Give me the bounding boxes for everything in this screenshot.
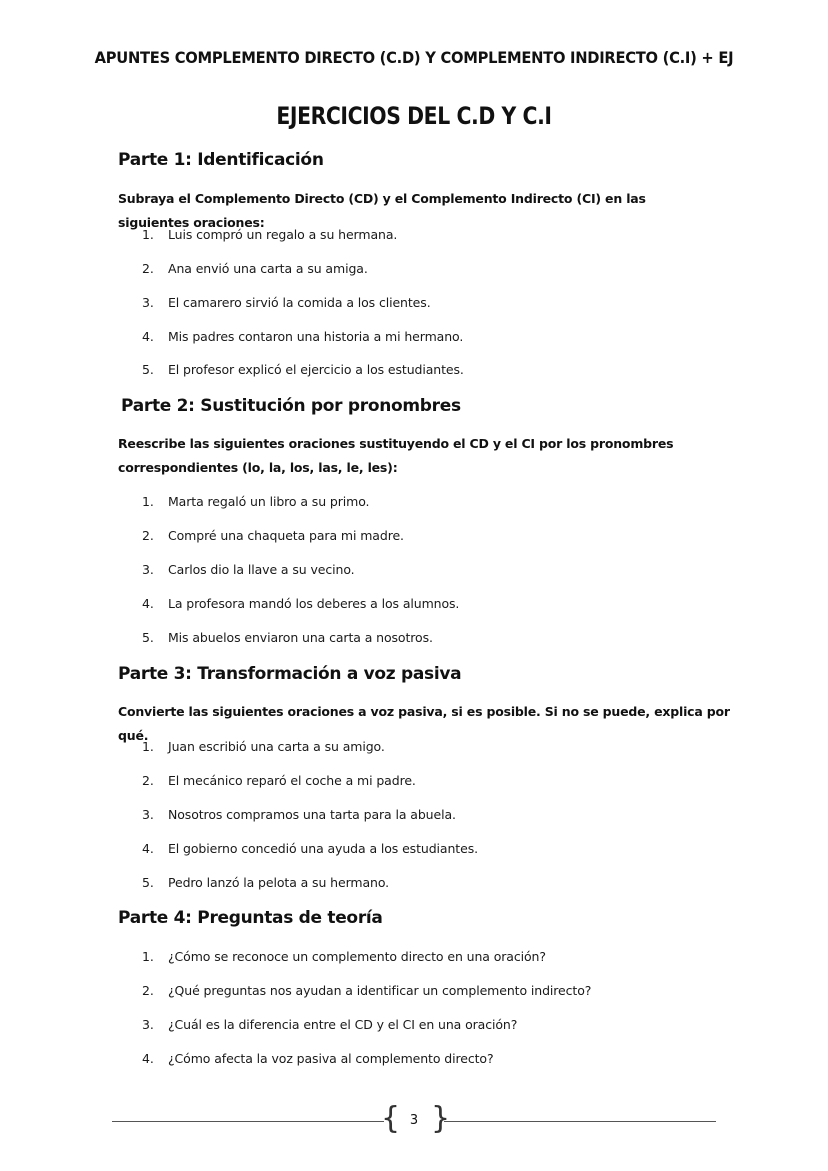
document-header: APUNTES COMPLEMENTO DIRECTO (C.D) Y COMPLEMENTO INDIRECTO (C.I) + EJ [94, 48, 734, 67]
list-item [142, 362, 464, 377]
item-number: 3. [142, 562, 154, 577]
list-item [142, 841, 478, 856]
item-number: 2. [142, 528, 154, 543]
part-3-heading: Parte 3: Transformación a voz pasiva [118, 664, 462, 684]
item-number: 4. [142, 841, 154, 856]
footer-rule-left [112, 1121, 384, 1122]
item-text: El mecánico reparó el coche a mi padre. [168, 773, 416, 788]
item-number: 3. [142, 807, 154, 822]
list-item [142, 1051, 494, 1066]
list-item [142, 630, 433, 645]
item-text: ¿Qué preguntas nos ayudan a identificar un complemento indirecto? [168, 983, 592, 998]
item-number: 5. [142, 875, 154, 890]
part-1-heading: Parte 1: Identificación [118, 150, 324, 170]
item-text: El camarero sirvió la comida a los clientes. [168, 295, 431, 310]
item-text: El gobierno concedió una ayuda a los estudiantes. [168, 841, 478, 856]
part-3-instruction: Convierte las siguientes oraciones a voz pasiva, si es posible. Si no se puede, explica por qué. [118, 704, 730, 743]
list-item [142, 1017, 517, 1032]
list-item [142, 739, 385, 754]
item-text: ¿Cuál es la diferencia entre el CD y el CI en una oración? [168, 1017, 518, 1032]
item-number: 4. [142, 329, 154, 344]
item-number: 1. [142, 739, 154, 754]
item-number: 4. [142, 596, 154, 611]
item-text: Pedro lanzó la pelota a su hermano. [168, 875, 390, 890]
item-number: 2. [142, 261, 154, 276]
left-brace-ornament: { [381, 1101, 401, 1136]
part-2-instruction: Reescribe las siguientes oraciones sustituyendo el CD y el CI por los pronombres correspondientes (lo, la, los, las, le, les): [118, 436, 674, 475]
list-item [142, 261, 368, 276]
list-item [142, 983, 591, 998]
list-item [142, 562, 355, 577]
item-number: 3. [142, 295, 154, 310]
item-text: Ana envió una carta a su amiga. [168, 261, 368, 276]
item-number: 3. [142, 1017, 154, 1032]
item-text: Mis padres contaron una historia a mi hermano. [168, 329, 464, 344]
list-item [142, 528, 404, 543]
list-item [142, 807, 456, 822]
item-number: 1. [142, 949, 154, 964]
item-number: 1. [142, 494, 154, 509]
item-text: Carlos dio la llave a su vecino. [168, 562, 355, 577]
list-item [142, 596, 459, 611]
item-text: Nosotros compramos una tarta para la abuela. [168, 807, 456, 822]
item-text: Marta regaló un libro a su primo. [168, 494, 370, 509]
part-4-heading: Parte 4: Preguntas de teoría [118, 908, 383, 928]
right-brace-ornament: } [431, 1101, 451, 1136]
item-number: 4. [142, 1051, 154, 1066]
item-text: El profesor explicó el ejercicio a los estudiantes. [168, 362, 464, 377]
footer-rule-right [444, 1121, 716, 1122]
item-number: 5. [142, 630, 154, 645]
item-text: Compré una chaqueta para mi madre. [168, 528, 404, 543]
page-number: 3 [409, 1113, 419, 1128]
item-number: 2. [142, 983, 154, 998]
item-text: Juan escribió una carta a su amigo. [168, 739, 385, 754]
part-2-heading: Parte 2: Sustitución por pronombres [121, 396, 461, 416]
list-item [142, 227, 397, 242]
item-number: 5. [142, 362, 154, 377]
list-item [142, 494, 369, 509]
part-1-instruction: Subraya el Complemento Directo (CD) y el Complemento Indirecto (CI) en las siguientes oraciones: [118, 191, 646, 230]
item-text: La profesora mandó los deberes a los alumnos. [168, 596, 460, 611]
item-text: ¿Cómo se reconoce un complemento directo en una oración? [168, 949, 546, 964]
list-item [142, 949, 546, 964]
item-text: ¿Cómo afecta la voz pasiva al complemento directo? [168, 1051, 494, 1066]
item-text: Luis compró un regalo a su hermana. [168, 227, 398, 242]
list-item [142, 773, 416, 788]
list-item [142, 875, 389, 890]
list-item [142, 295, 431, 310]
item-number: 2. [142, 773, 154, 788]
list-item [142, 329, 463, 344]
item-text: Mis abuelos enviaron una carta a nosotros. [168, 630, 433, 645]
page-title: EJERCICIOS DEL C.D Y C.I [276, 102, 552, 130]
item-number: 1. [142, 227, 154, 242]
